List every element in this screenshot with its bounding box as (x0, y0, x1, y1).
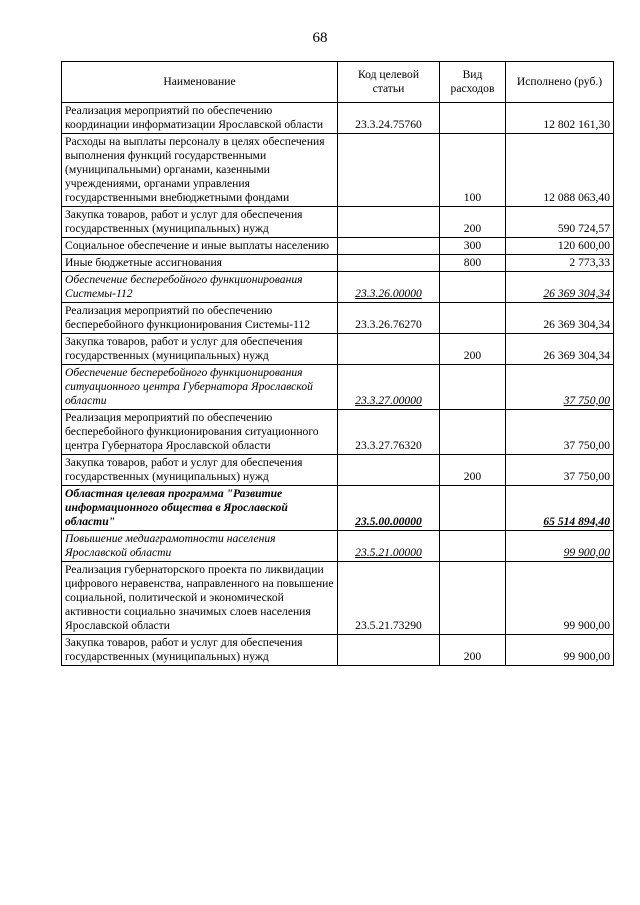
table-row (62, 103, 614, 134)
row-type-cell (440, 410, 506, 455)
row-amount-cell: 12 088 063,40 (506, 134, 614, 207)
row-code-cell (338, 334, 440, 365)
row-type-cell: 200 (440, 635, 506, 666)
row-amount-cell: 99 900,00 (506, 562, 614, 635)
row-amount-cell: 26 369 304,34 (506, 334, 614, 365)
row-code-cell: 23.3.27.00000 (338, 365, 440, 410)
row-amount-cell: 37 750,00 (506, 365, 614, 410)
row-code-cell (338, 455, 440, 486)
row-amount-cell: 2 773,33 (506, 255, 614, 272)
row-type-cell: 200 (440, 207, 506, 238)
row-name-cell: Реализация мероприятий по обеспечению бесперебойного функционирования Системы-112 (62, 303, 338, 334)
row-type-cell (440, 365, 506, 410)
table-row (62, 410, 614, 455)
row-code-cell (338, 255, 440, 272)
row-name-cell: Обеспечение бесперебойного функционирования Системы-112 (62, 272, 338, 303)
row-code-cell: 23.3.27.76320 (338, 410, 440, 455)
row-name-cell: Обеспечение бесперебойного функционирования ситуационного центра Губернатора Ярославской области (62, 365, 338, 410)
row-amount-cell: 37 750,00 (506, 455, 614, 486)
row-amount-cell: 26 369 304,34 (506, 272, 614, 303)
header-name: Наименование (62, 62, 338, 103)
row-code-cell (338, 207, 440, 238)
row-type-cell (440, 272, 506, 303)
table-row (62, 334, 614, 365)
row-type-cell (440, 103, 506, 134)
table-row (62, 255, 614, 272)
row-amount-cell: 99 900,00 (506, 635, 614, 666)
table-row (62, 134, 614, 207)
row-amount-cell: 590 724,57 (506, 207, 614, 238)
row-name-cell: Областная целевая программа "Развитие информационного общества в Ярославской области" (62, 486, 338, 531)
row-code-cell (338, 635, 440, 666)
table-header-row (62, 62, 614, 103)
row-code-cell: 23.3.26.00000 (338, 272, 440, 303)
table-row (62, 486, 614, 531)
table-row (62, 635, 614, 666)
table-row (62, 238, 614, 255)
row-code-cell: 23.5.21.00000 (338, 531, 440, 562)
row-type-cell (440, 486, 506, 531)
table-row (62, 531, 614, 562)
row-name-cell: Повышение медиаграмотности населения Ярославской области (62, 531, 338, 562)
row-type-cell: 300 (440, 238, 506, 255)
row-type-cell: 200 (440, 455, 506, 486)
table-row (62, 303, 614, 334)
row-code-cell: 23.5.00.00000 (338, 486, 440, 531)
row-name-cell: Социальное обеспечение и иные выплаты населению (62, 238, 338, 255)
row-name-cell: Реализация губернаторского проекта по ликвидации цифрового неравенства, направленного на повышение социальной, политической и экономической активности социально значимых слоев населения Ярославской области (62, 562, 338, 635)
row-amount-cell: 37 750,00 (506, 410, 614, 455)
row-type-cell: 100 (440, 134, 506, 207)
row-code-cell (338, 238, 440, 255)
row-amount-cell: 99 900,00 (506, 531, 614, 562)
row-name-cell: Реализация мероприятий по обеспечению бесперебойного функционирования ситуационного центра Губернатора Ярославской области (62, 410, 338, 455)
row-amount-cell: 26 369 304,34 (506, 303, 614, 334)
header-amount: Исполнено (руб.) (506, 62, 614, 103)
header-type: Вид расходов (440, 62, 506, 103)
table-body (62, 103, 614, 666)
row-name-cell: Расходы на выплаты персоналу в целях обеспечения выполнения функций государственными (муниципальными) органами, казенными учреждениями, органами управления государственными внебюджетными фондами (62, 134, 338, 207)
header-code: Код целевой статьи (338, 62, 440, 103)
row-amount-cell: 65 514 894,40 (506, 486, 614, 531)
row-type-cell (440, 562, 506, 635)
row-type-cell: 800 (440, 255, 506, 272)
table-row (62, 455, 614, 486)
row-code-cell (338, 134, 440, 207)
row-name-cell: Иные бюджетные ассигнования (62, 255, 338, 272)
row-amount-cell: 12 802 161,30 (506, 103, 614, 134)
row-name-cell: Закупка товаров, работ и услуг для обеспечения государственных (муниципальных) нужд (62, 635, 338, 666)
budget-table (61, 61, 614, 666)
table-row (62, 272, 614, 303)
table-row (62, 365, 614, 410)
table-row (62, 207, 614, 238)
page-number: 68 (312, 30, 328, 46)
row-code-cell: 23.3.26.76270 (338, 303, 440, 334)
row-code-cell: 23.5.21.73290 (338, 562, 440, 635)
row-name-cell: Закупка товаров, работ и услуг для обеспечения государственных (муниципальных) нужд (62, 455, 338, 486)
row-name-cell: Закупка товаров, работ и услуг для обеспечения государственных (муниципальных) нужд (62, 334, 338, 365)
row-code-cell: 23.3.24.75760 (338, 103, 440, 134)
row-type-cell: 200 (440, 334, 506, 365)
table-row (62, 562, 614, 635)
row-name-cell: Реализация мероприятий по обеспечению координации информатизации Ярославской области (62, 103, 338, 134)
row-type-cell (440, 303, 506, 334)
row-amount-cell: 120 600,00 (506, 238, 614, 255)
row-name-cell: Закупка товаров, работ и услуг для обеспечения государственных (муниципальных) нужд (62, 207, 338, 238)
row-type-cell (440, 531, 506, 562)
